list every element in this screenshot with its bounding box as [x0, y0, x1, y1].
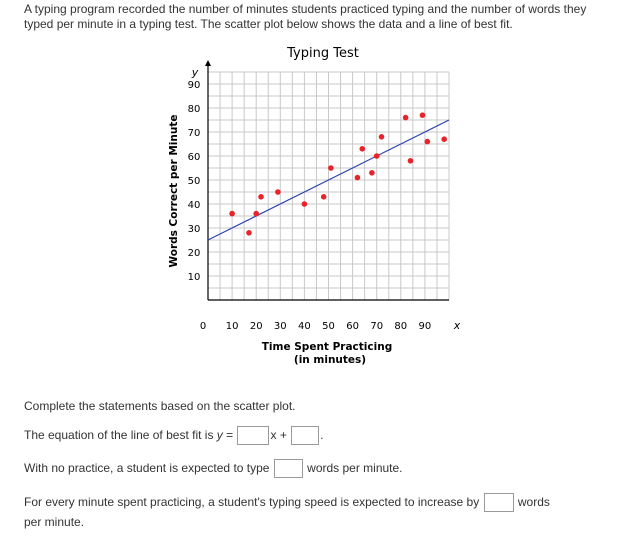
y-tick-label: 50 — [187, 176, 201, 187]
rate-input[interactable] — [485, 496, 513, 513]
y-tick-label: 10 — [187, 272, 201, 283]
data-point — [408, 158, 414, 164]
y-tick-label: 70 — [187, 128, 201, 139]
x-tick-label: 20 — [249, 321, 263, 332]
data-point — [258, 194, 264, 200]
no-practice-blank[interactable] — [274, 459, 303, 478]
data-point — [355, 175, 361, 181]
q1-end: . — [320, 428, 324, 442]
origin-label: 0 — [199, 321, 207, 332]
q3-line2: per minute. — [24, 515, 85, 530]
data-point — [374, 153, 380, 159]
y-tick-label: 20 — [187, 248, 201, 259]
data-point — [328, 165, 334, 171]
q2-suffix: words per minute. — [303, 461, 403, 475]
q1-prefix: The equation of the line of best fit is — [24, 428, 217, 442]
y-tick-label: 60 — [187, 152, 201, 163]
intercept-input[interactable] — [292, 429, 318, 446]
q1-equals: = — [222, 428, 237, 442]
question-rate — [24, 492, 594, 532]
data-point — [369, 170, 375, 176]
no-practice-input[interactable] — [275, 462, 302, 479]
data-point — [379, 134, 385, 140]
chart-title: Typing Test — [287, 46, 359, 61]
q3-words: words — [517, 495, 550, 509]
rate-blank[interactable] — [484, 493, 514, 512]
y-axis-letter: y — [191, 66, 199, 79]
x-tick-label: 70 — [370, 321, 384, 332]
y-tick-label: 90 — [187, 80, 201, 91]
x-tick-label: 90 — [418, 321, 432, 332]
data-point — [302, 201, 308, 207]
x-tick-label: 80 — [394, 321, 408, 332]
intro-paragraph: A typing program recorded the number of minutes students practiced typing and the number of words they typed per minute in a typing test. The scatter plot below shows the data and a line of best fit. — [24, 2, 587, 31]
q1-mid: x + — [270, 428, 291, 442]
data-point — [275, 189, 281, 195]
slope-blank[interactable] — [237, 426, 269, 445]
q1-y-variable: y — [216, 428, 223, 442]
intercept-blank[interactable] — [291, 426, 319, 445]
x-axis-label: Time Spent Practicing — [261, 341, 393, 353]
data-point — [246, 230, 252, 236]
data-point — [420, 112, 426, 118]
x-tick-label: 40 — [298, 321, 311, 332]
data-point — [229, 211, 235, 217]
y-tick-label: 40 — [187, 200, 201, 211]
data-point — [441, 136, 447, 142]
slope-input[interactable] — [238, 429, 268, 446]
prompt-text: Complete the statements based on the scatter plot. — [24, 399, 296, 413]
data-point — [403, 115, 409, 121]
data-point — [253, 211, 259, 217]
question-no-practice — [24, 458, 403, 478]
x-tick-label: 50 — [322, 321, 335, 332]
y-tick-label: 80 — [187, 104, 201, 115]
y-axis-label: Words Correct per Minute — [168, 114, 180, 268]
chart-grid — [208, 72, 449, 300]
data-point — [321, 194, 327, 200]
data-point — [425, 139, 431, 145]
x-axis-letter: x — [453, 319, 461, 332]
y-axis-arrow — [205, 60, 211, 66]
x-tick-label: 60 — [346, 321, 359, 332]
data-point — [359, 146, 365, 152]
x-tick-label: 30 — [273, 321, 287, 332]
y-tick-label: 30 — [187, 224, 201, 235]
q3-prefix: For every minute spent practicing, a student's typing speed is expected to increase by — [24, 495, 483, 509]
x-tick-label: 10 — [225, 321, 239, 332]
q2-prefix: With no practice, a student is expected to type — [24, 461, 273, 475]
x-axis-label-units: (in minutes) — [293, 354, 367, 366]
question-equation — [24, 425, 324, 445]
